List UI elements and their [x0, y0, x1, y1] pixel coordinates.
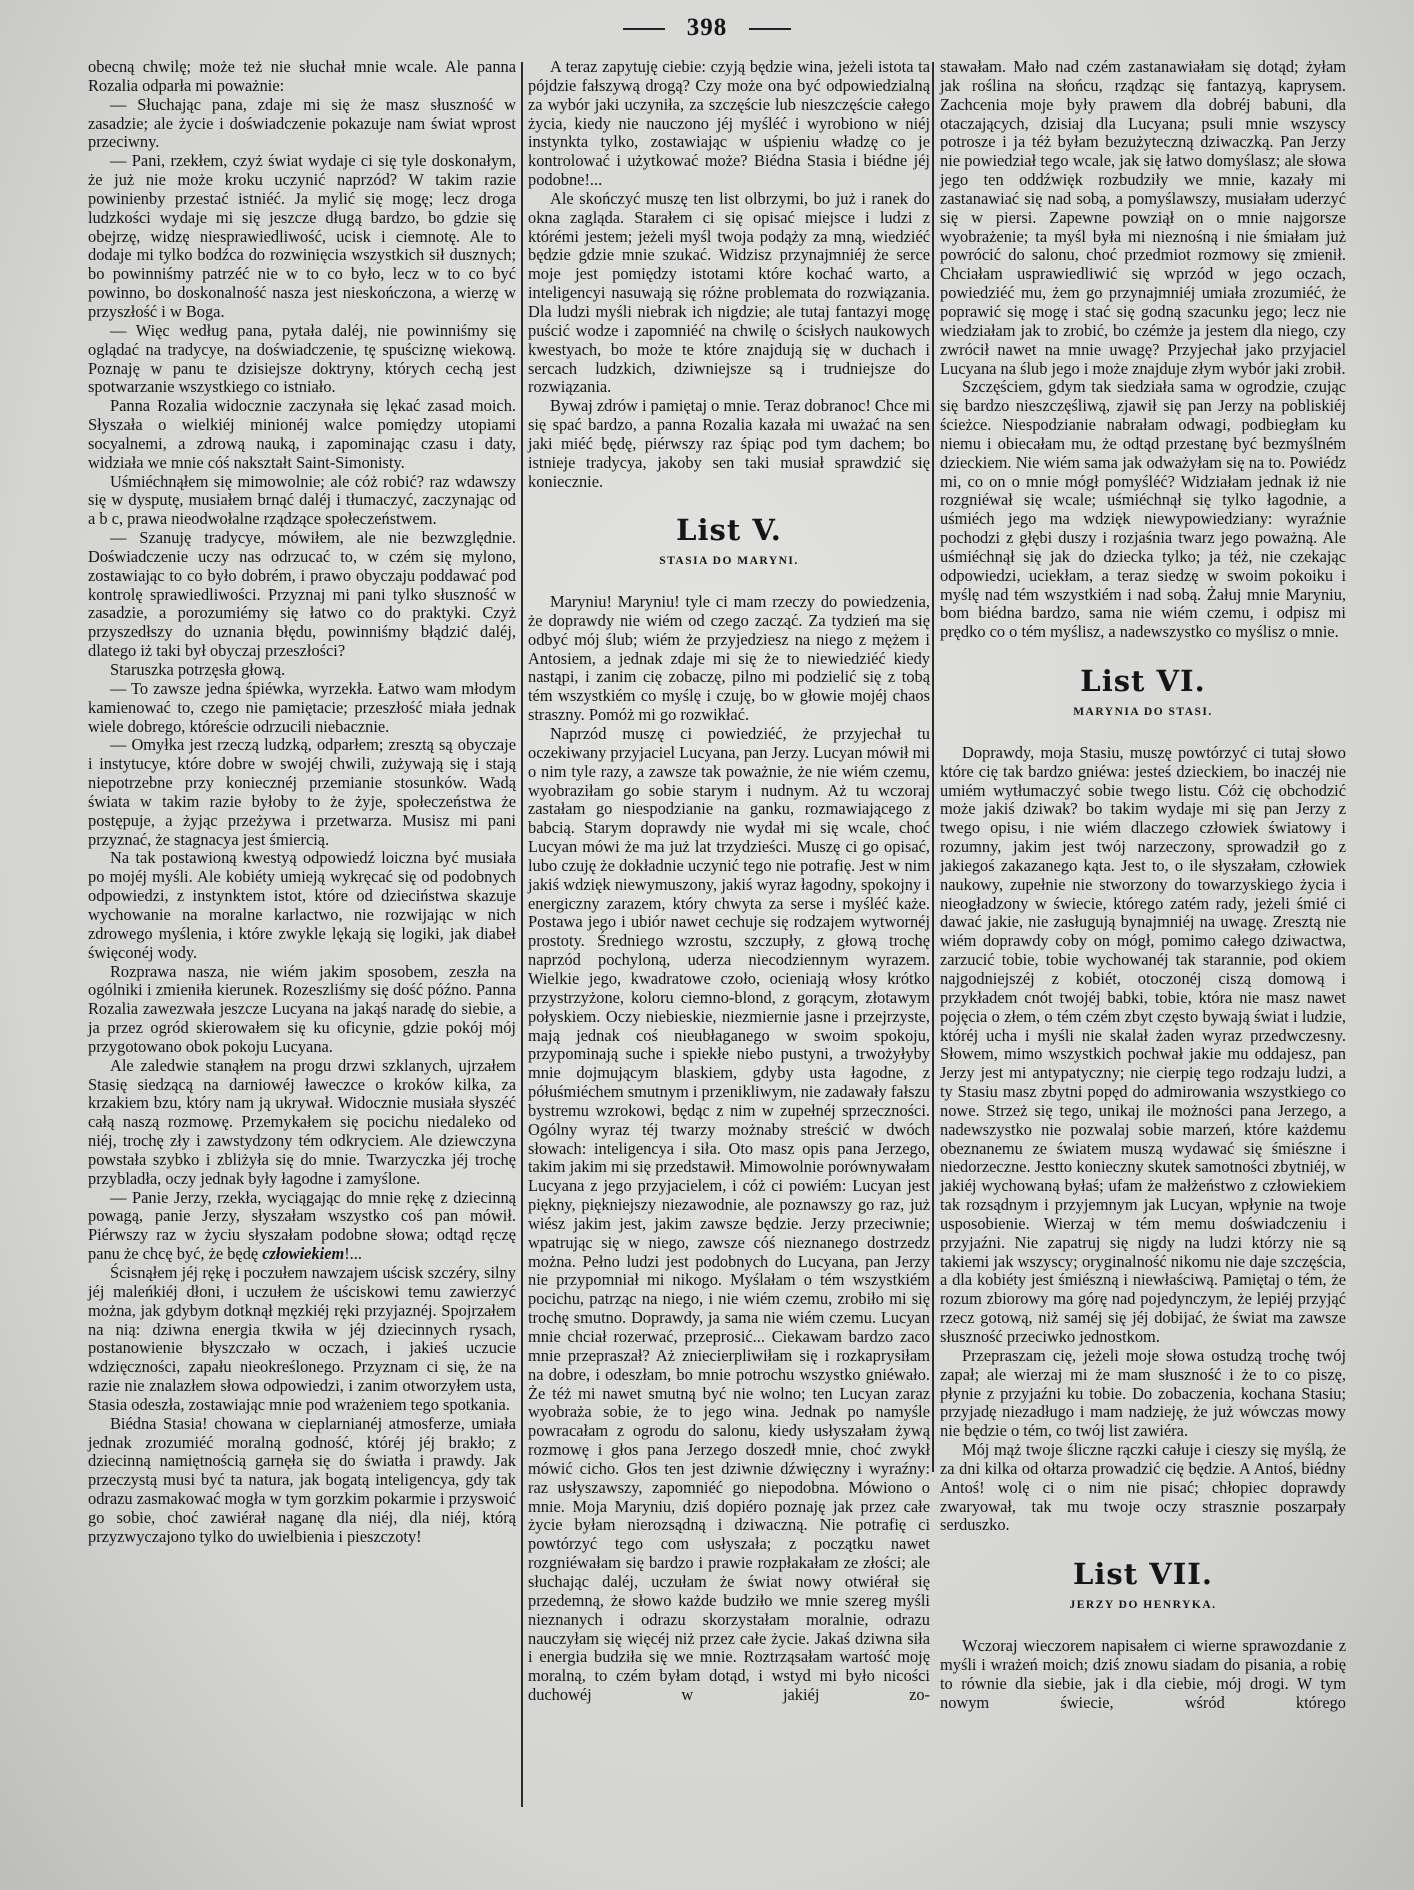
paragraph: [88, 1189, 516, 1264]
paragraph: [88, 680, 516, 737]
paragraph-text: Szczęściem, gdym tak siedziała sama w ogrodzie, czując się bardzo nieszczęśliwą, zjawił się pan Jerzy na pobliskiéj ścieżce. Niespodzianie nabrałam odwagi, podbiegłam ku niemu i obiecałam mu, że odtąd przestanę być bezmyślném dzieckiem. Nie wiém sama jak odważyłam się na to. Powiédz mi, co on o mnie mógł pomyśléć? Widziałam jednak iż nie rozgniéwał się wcale; uśmiéchnął się tylko łagodnie, a uśmiéch jego ma wdzięk niewypowiedziany: wyraźnie pochodzi z głębi duszy i rozjaśnia twarz jego poważną. Ale uśmiéchnął się jak do dziecka tylko; ja téż, nie czekając odpowiedzi, uciekłam, a teraz siedzę w swoim pokoiku i myślę nad tém wszystkiém i nad sobą. Żałuj mnie Maryniu, bom biédna bardzo, sama nie wiém czemu, i odpisz mi prędko co o tém myślisz, a nadewszystko co myślisz o mnie.: [940, 377, 1346, 642]
paragraph-text: Panna Rozalia widocznie zaczynała się lękać zasad moich. Słyszała o wielkiéj minionéj walce pomiędzy utopiami socyalnemi, a zdrową nauką, i zapominając czasu i daty, widziała we mnie cóś nakształt Saint-Simonisty.: [88, 396, 516, 472]
page-number-dash-left: [623, 28, 665, 30]
paragraph-text: Bywaj zdrów i pamiętaj o mnie. Teraz dobranoc! Chce mi się spać bardzo, a panna Rozalia kazała mi uważać na sen jaki miéć będę, piérwszy raz śpiąc pod tym dachem; bo istnieje tradycya, jakoby sen taki musiał sprawdzić się koniecznie.: [528, 396, 930, 491]
paragraph-text: — Słuchając pana, zdaje mi się że masz słuszność w zasadzie; ale życie i doświadczenie pokazuje nam świat wprost przeciwny.: [88, 94, 516, 152]
paragraph: [940, 1637, 1346, 1712]
text-column-right: [940, 58, 1346, 1712]
paragraph-text: — Więc według pana, pytała daléj, nie powinniśmy się oglądać na tradycye, na doświadczenie, tę spuściznę wiekową. Poznaję w panu te dzisiejsze doktryny, których cechą jest spotwarzanie wszystkiego co istniało.: [88, 320, 516, 397]
paragraph-text: Wczoraj wieczorem napisałem ci wierne sprawozdanie z myśli i wrażeń moich; dziś znowu siadam do pisania, a robię to równie dla siebie, jak i dla ciebie, mój drogi. W tym nowym świecie, wśród którego: [940, 1635, 1346, 1712]
paragraph-text: Rozprawa nasza, nie wiém jakim sposobem, zeszła na ogólniki i zmieniła kierunek. Rozeszliśmy się dość późno. Panna Rozalia zawezwała jeszcze Lucyana na jakąś naradę do siebie, a ja przez ogród skierowałem się ku oficynie, gdzie pokój mój przygotowano obok pokoju Lucyana.: [88, 961, 516, 1056]
column-divider: [521, 62, 523, 1807]
paragraph-text: Przepraszam cię, jeżeli moje słowa ostudzą trochę twój zapał; ale wierzaj mi że mam słuszność i że to co piszę, płynie z przyjaźni ku tobie. Do zobaczenia, kochana Stasiu; przyjadę niezadługo i mam nadzieję, że już wówczas mowy nie będzie o tém, co twój list zawiéra.: [940, 1345, 1346, 1441]
letter-title: List V.: [676, 513, 782, 548]
paragraph: [88, 661, 516, 680]
paragraph: [88, 963, 516, 1057]
text-column-middle: [528, 58, 930, 1705]
paragraph: [88, 529, 516, 661]
emphasized-word: człowiekiem: [262, 1244, 345, 1264]
paragraph: [940, 1347, 1346, 1441]
paragraph: [940, 58, 1346, 378]
paragraph-text: Naprzód muszę ci powiedziéć, że przyjechał tu oczekiwany przyjaciel Lucyana, pan Jerzy. Lucyan mówił mi o nim tyle razy, a zawsze tak poważnie, że nie wiém czemu, wyobraziłam go sobie starym i nudnym. Aż tu wczoraj zastałam go niespodzianie na ganku, rozmawiającego z babcią. Starym doprawdy nie wydał mi się wcale, choć Lucyan mówi że ma już lat trzydzieści. Muszę ci go opisać, lubo czuję że dokładnie uczynić tego nie potrafię. Jest w nim jakiś wdzięk niewymuszony, jakiś wyraz łagodny, spokojny i energiczny zarazem, który chwyta za serse i myśléć każe. Postawa jego i ubiór nawet cechuje się rodzajem wytwornéj prostoty. Średniego wzrostu, szczupły, z głową trochę naprzód pochyloną, uderza niecodziennym wyrazem. Wielkie jego, kwadratowe czoło, ocieniają włosy krótko przystrzyżone, koloru ciemno-blond, z gorącym, złotawym połyskiem. Oczy niebieskie, niezmiernie jasne i przejrzyste, mają jednak coś nieubłaganego w swoim spokoju, przypominają suche i spiekłe niebo pustyni, a trwożyłyby mnie dojmującym blaskiem, gdyby usta łagodne, z półuśmiéchem smutnym i przenikliwym, nie zadawały fałszu bystremu wzrokowi, będąc z nim w zupełnéj sprzeczności. Ogólny wyraz téj twarzy możnaby streścić w dwóch słowach: inteligencya i siła. Oto masz opis pana Jerzego, takim jakim mi się przedstawił. Mimowolnie porównywałam Lucyana z jego przyjacielem, i cóż ci powiém: Lucyan jest piękny, piękniejszy niezawodnie, ale poznawszy go raz, już wiész jakim jest, jakim zawsze będzie. Jerzy przeciwnie; wpatrując się w niego, zawsze cóś nieznanego dostrzedz można. Pełno ludzi jest podobnych do Lucyana, pan Jerzy nie przypomniał mi nikogo. Myślałam o tém wszystkiém pocichu, patrząc na niego, i nie wiém czemu, zrobiło mi się trochę smutno. Doprawdy, ja sama nie wiém czemu. Lucyan mnie chciał rozerwać, przeprosić... Ciekawam bardzo zaco mnie przepraszał? Aż zniecierpliwiłam się i rozkaprysiłam na dobre, i odeszłam, bo mnie potrochu wszystko gniéwało. Że téż mi nawet smutną być nie wolno; ten Lucyan zaraz wyobraża sobie, że to jego wina. Jednak po namyśle powracałam z ogrodu do salonu, kiedy usłyszałam żywą rozmowę i głos pana Jerzego doszedł mnie, choć zwykł mówić cicho. Głos ten jest dziwnie dźwięczny i wyraźny: raz usłyszawszy, zapomniéć go niepodobna. Mówiono o mnie. Moja Maryniu, dziś dopiéro poznaję jak przez całe życie byłam nierozsądną i dziwaczną. Nie potrafię ci powtórzyć tego com usłyszała; z początku nawet rozgniéwałam się bardzo i prawie rozpłakałam ze złości; ale słuchając daléj, uczułam że świat nowy otwiérał się przedemną, że słowo każde budziło we mnie szereg myśli nieznanych i odrazu skorzystałam moralnie, odrazu nauczyłam się więcéj niż przez całe życie. Jakaś dziwna siła i energia budziła się we mnie. Roztrząsałam wartość moję moralną, to czém byłam dotąd, i wstyd mi było nicości duchowéj w jakiéj zo-: [528, 724, 930, 1705]
paragraph: [940, 378, 1346, 642]
letter-title: List VI.: [1080, 664, 1206, 699]
page-number-dash-right: [749, 28, 791, 30]
paragraph-text: Staruszka potrzęsła głową.: [110, 660, 286, 679]
page-number-header: [0, 14, 1414, 42]
paragraph-text: A teraz zapytuję ciebie: czyją będzie wina, jeżeli istota ta pójdzie fałszywą drogą? Czy może ona być odpowiedzialną za wybór jaki uczyniła, za szczęście lub nieszczęście całego życia, kiedy nie nauczono jéj myśléć i wyrobiono w niéj instynkta tylko, zostawiając w uśpieniu władzę co je kontrolować i użytkować może? Biédna Stasia i biédne jéj podobne!...: [528, 57, 930, 190]
paragraph: [528, 725, 930, 1705]
paragraph-text: Uśmiéchnąłem się mimowolnie; ale cóż robić? raz wdawszy się w dysputę, musiałem brnąć daléj i tłumaczyć, zaczynając od a b c, prawa nieodwołalne rządzące społeczeństwem.: [88, 471, 516, 529]
page-number: 398: [686, 14, 728, 41]
paragraph: [88, 322, 516, 397]
paragraph: [88, 58, 516, 96]
paragraph: [940, 744, 1346, 1347]
letter-heading: [940, 1557, 1346, 1615]
paragraph: [528, 593, 930, 725]
paragraph-text: Doprawdy, moja Stasiu, muszę powtórzyć ci tutaj słowo które cię tak bardzo gniéwa: jesteś dzieckiem, bo inaczéj nie umiém wytłumaczyć sobie twego listu. Cóż cię obchodzić może jakiś dziwak? bo takim wydaje mi się pan Jerzy z twego opisu, i nie wiém dlaczego człowiek światowy i rozumny, jakim jest twój narzeczony, sprowadził go z jakiegoś zakazanego kąta. Jest to, o ile słyszałam, człowiek naukowy, zupełnie nie stworzony do towarzyskiego życia i nieogładzony w świecie, którego zatém rady, jeżeli śmié ci dawać jakie, nie zasługują bynajmniéj na uwagę. Zresztą nie wiém doprawdy coby on mógł, pomimo całego dziwactwa, zarzucić tobie, tobie wychowanéj tak starannie, pod okiem najgodniejszéj z kobiét, otoczonéj ciszą domową i przykładem cnót twojéj babki, tobie, która nie masz nawet pojęcia o złem, o tém czém zbyt często bywają świat i ludzie, któréj ucha i myśli nie skalał żaden wyraz przedwczesny. Słowem, mimo wszystkich pochwał jakie mu oddajesz, pan Jerzy jest mi antypatyczny; nie cierpię tego rodzaju ludzi, a ty Stasiu masz zbytni popęd do admirowania wszystkiego co nowe. Strzeż się tego, unikaj ile możności pana Jerzego, a nadewszystko nie pozwalaj sobie marzeń, które każdemu obeznanemu ze światem muszą wydawać się śmiészne i niedorzeczne. Jestto konieczny skutek samotności zbytniéj, w jakiéj wychowaną byłaś; ufam że małżeństwo z człowiekiem tak rozsądnym i przyjemnym jak Lucyan, wpłynie na twoje usposobienie. Wierzaj w tém memu doświadczeniu i przyjaźni. Nie zapatruj się nigdy na ludzi którzy nie są takiemi jak wszyscy; oryginalność nikomu nie daje szczęścia, a dla kobiéty jest śmiészną i niewłaściwą. Pamiętaj o tém, że rozum zbiorowy ma górę nad pojedynczym, że lepiéj przyjąć rzecz gotową, niż saméj się jéj dobijać, że świat ma zawsze słuszność przeciwko jednostkom.: [940, 742, 1346, 1346]
paragraph: [88, 736, 516, 849]
paragraph: [88, 473, 516, 530]
letter-addressee: JERZY DO HENRYKA.: [1069, 1599, 1217, 1612]
paragraph-text: — Omyłka jest rzeczą ludzką, odparłem; zresztą są obyczaje i instytucye, które dobre w swojéj chwili, zużywają się i stają niepotrzebne przy koniecznéj przemianie stosunków. Wadą świata w takim razie byłoby to że żyje, społeczeństwa że postępuje, a żyjąc przeżywa i przetwarza. Musisz mi pani przyznać, że stagnacya jest śmiercią.: [88, 735, 516, 849]
paragraph: [88, 1264, 516, 1415]
paragraph: [88, 152, 516, 322]
paragraph-text: Ścisnąłem jéj rękę i poczułem nawzajem uścisk szczéry, silny jéj maleńkiéj dłoni, i uczułem że uściskowi temu zawierzyć można, jak gdybym dotknął męzkiéj ręki przyjaznéj. Spojrzałem na nią: dziwna energia tkwiła w jéj dziecinnych rysach, postanowienie błyszczało w oczach, i jakieś uczucie wdzięczności, zapału nieokreślonego. Przyznam ci się, że na razie nie znalazłem słowa odpowiedzi, i zanim otworzyłem usta, Stasia odeszła, zostawiając mnie pod wrażeniem tego spotkania.: [88, 1263, 516, 1414]
paragraph-text: — Panie Jerzy, rzekła, wyciągając do mnie rękę z dziecinną powagą, panie Jerzy, słyszałam wszystko coś pan mówił. Piérwszy raz w życiu słyszałam podobne słowa; odtąd ręczę panu że chcę być, że będę: [88, 1187, 516, 1264]
paragraph-text: Ale zaledwie stanąłem na progu drzwi szklanych, ujrzałem Stasię siedzącą na darniowéj ławeczce o kroków kilka, za krzakiem bzu, który nam ją ukrywał. Widocznie musiała słyszéć całą naszą rozmowę. Przemykałem się pocichu niedaleko od niéj, trochę zły i zawstydzony tém odkryciem. Ale dziewczyna powstała szybko i zbliżyła się do mnie. Twarzyczka jéj trochę przybladła, oczy jednak były łagodne i zamyślone.: [88, 1055, 516, 1188]
paragraph: [88, 397, 516, 472]
paragraph-text: Maryniu! Maryniu! tyle ci mam rzeczy do powiedzenia, że doprawdy nie wiém od czego zacząć. Za tydzień ma się odbyć mój ślub; wiém że przyjedziesz na niego z mężem i Antosiem, a jednak zdaje mi się że to niewiedziéć kiedy nastąpi, i zanim cię zobaczę, pilno mi podzielić się z tobą tém wszystkiém co myślę i czuję, bo w głowie mojéj chaos straszny. Pomóż mi go rozwikłać.: [528, 592, 930, 725]
paragraph: [88, 1057, 516, 1189]
paragraph-text: stawałam. Mało nad czém zastanawiałam się dotąd; żyłam jak roślina na słońcu, rządząc się fantazyą, kaprysem. Zachcenia moje były prawem dla dobréj babuni, dla otaczających, dzisiaj dla Lucyana; psuli mnie wszyscy potrosze i ja téż byłam bezużyteczną dziwaczką. Pan Jerzy nie powiedział tego wcale, jak się łatwo domyślasz; ale słowa jego ten oddźwięk rozbudziły we mnie, kazały mi zastanawiać się nad sobą, a pomyślawszy, musiałam uderzyć się w piersi. Zapewne powziął on o mnie najgorsze wyobrażenie; ta myśl była mi nieznośną i nie śmiałam już powrócić do salonu, choć przedmiot rozmowy się zmienił. Chciałam usprawiedliwić się wprzód w jego oczach, powiedziéć mu, żem go przynajmniéj umiała zrozumiéć, że poprawić się mogę i stać się godną szacunku jego; lecz nie wiedziałam jak to zrobić, bo czémże ja jestem dla niego, czy zwrócił nawet na mnie uwagę? Przyjechał jako przyjaciel Lucyana na ślub jego i może znajduje złym wybór jaki zrobił.: [940, 57, 1346, 378]
paragraph: [88, 849, 516, 962]
letter-heading: [940, 664, 1346, 722]
paragraph: [528, 397, 930, 491]
paragraph: [528, 58, 930, 190]
paragraph: [940, 1441, 1346, 1535]
letter-addressee: MARYNIA DO STASI.: [1073, 706, 1213, 718]
text-column-left: [88, 58, 516, 1547]
paragraph: [88, 96, 516, 153]
paragraph-text: obecną chwilę; może też nie słuchał mnie wcale. Ale panna Rozalia odparła mi poważnie:: [88, 57, 516, 95]
letter-addressee: STASIA DO MARYNI.: [659, 555, 799, 568]
paragraph-text: Biédna Stasia! chowana w cieplarnianéj atmosferze, umiała jednak zrozumiéć moralną godność, któréj jéj brakło; z dziecinną namiętnością garnęła się do światła i prawdy. Jak przeczystą musi być ta natura, jak bogatą inteligencya, gdy tak odrazu zasmakować mogła w tym gorzkim pokarmie i przyswoić go sobie, choć zawiérał naganę dla niéj, dla niéj, którą przyzwyczajono tylko do uwielbienia i pieszczoty!: [88, 1413, 516, 1546]
paragraph-text: — Pani, rzekłem, czyż świat wydaje ci się tyle doskonałym, że już nie może kroku uczynić naprzód? W takim razie powinienby przestać istniéć. Ja mylić się mogę; lecz droga ludzkości wydaje mi się jeszcze długą bardzo, bo gdzie się obejrzę, widzę niesprawiedliwość, ucisk i ciemnotę. Ale to dodaje mi tylko bodźca do rozwinięcia wszystkich sił dusznych; bo powinniśmy patrzéć nie w to co było, lecz w to co być powinno, bo doskonalność nasza jest nieskończona, a wierzę w przyszłość i w Boga.: [88, 151, 516, 321]
paragraph-text: !...: [344, 1244, 362, 1264]
paragraph-text: — Szanuję tradycye, mówiłem, ale nie bezwzględnie. Doświadczenie uczy nas odrzucać to, w czém się mylono, zostawiając to co było dobrém, i prawo obyczaju poddawać pod kontrolę sprawiedliwości. Przyznaj mi pani tylko słuszność w zasadzie, a porozumiémy się łatwo co do praktyki. Czyż przyszedłszy do uznania błędu, powinniśmy błądzić daléj, dlatego iż taki był obyczaj przeszłości?: [88, 528, 516, 661]
paragraph-text: Na tak postawioną kwestyą odpowiedź loiczna być musiała po mojéj myśli. Ale kobiéty umieją wykręcać się od podobnych odpowiedzi, z instynktem istot, które od dzieciństwa skazuje wychowanie na moralne karlactwo, nie rozwijając w nich zdrowego myślenia, i które zwykle lękają się logiki, jak diabeł święconéj wody.: [88, 848, 516, 962]
letter-heading: [528, 513, 930, 571]
paragraph: [88, 1415, 516, 1547]
paragraph-text: — To zawsze jedna śpiéwka, wyrzekła. Łatwo wam młodym kamienować to, czego nie pamiętacie; przeszłość miała jednak wiele dobrego, któreście odrzucili niebacznie.: [88, 678, 516, 736]
paragraph: [528, 190, 930, 397]
column-divider: [932, 62, 934, 1472]
letter-title: List VII.: [1073, 1557, 1213, 1592]
paragraph-text: Ale skończyć muszę ten list olbrzymi, bo już i ranek do okna zagląda. Starałem ci się opisać miejsce i ludzi z którémi jestem; jeżeli myśl twoja podąży za mną, wiedziéć będzie gdzie mnie szukać. Widzisz przynajmniéj że serce moje jest pomiędzy istotami które kochać warto, a inteligencyi nasuwają się różne problemata do rozwiązania. Dla ludzi myśli niebrak ich nigdzie; ale tutaj fantazyi mogę puścić wodze i zapomniéć na chwilę o ścisłych naukowych kwestyach, bo może te które znajdują się w duchach i sercach ludzkich, dziwniejsze są i trudniejsze do rozwiązania.: [528, 188, 930, 397]
paragraph-text: Mój mąż twoje śliczne rączki całuje i cieszy się myślą, że za dni kilka od ołtarza prowadzić cię będzie. A Antoś, biédny Antoś! wolę ci o nim nie pisać; chłopiec doprawdy zwaryował, tak mu twoje oczy strasznie poszarpały serduszko.: [940, 1440, 1346, 1535]
